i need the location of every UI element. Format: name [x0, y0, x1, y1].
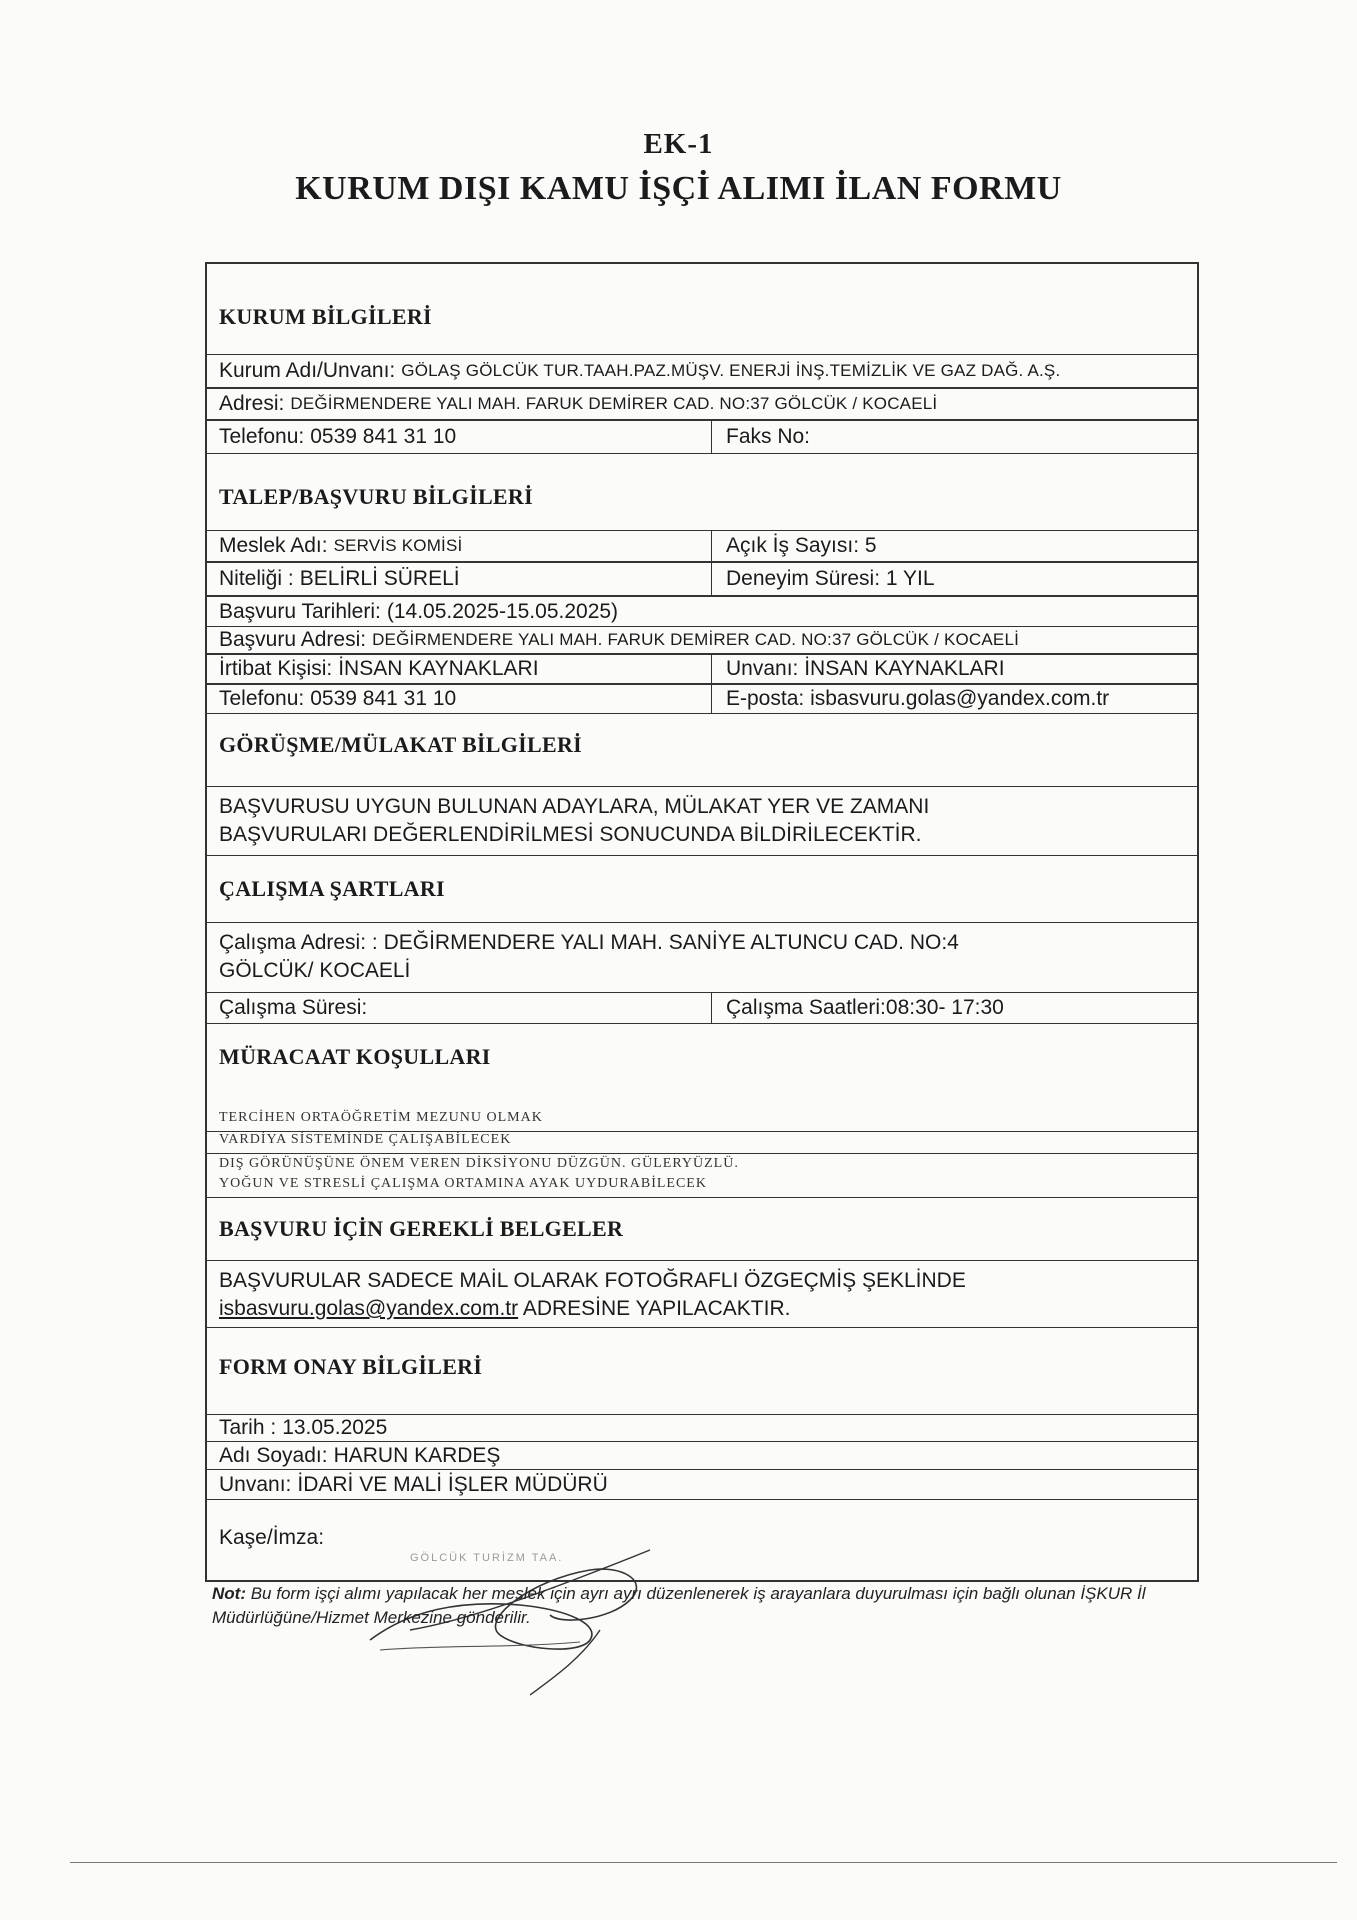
- experience-cell: [711, 563, 935, 595]
- belgeler-text: [207, 1260, 1197, 1328]
- open-jobs-value: 5: [864, 534, 877, 557]
- work-duration-label: Çalışma Süresi:: [219, 996, 368, 1019]
- page-title: KURUM DIŞI KAMU İŞÇİ ALIMI İLAN FORMU: [295, 170, 1062, 207]
- work-address-label: Çalışma Adresi: :: [219, 931, 378, 954]
- note-prefix: Not:: [212, 1584, 246, 1603]
- apply-address-row: [207, 626, 1197, 654]
- quality-value: BELİRLİ SÜRELİ: [299, 567, 460, 590]
- condition-item: DIŞ GÖRÜNÜŞÜNE ÖNEM VEREN DİKSİYONU DÜZGÜN. GÜLERYÜZLÜ.: [219, 1156, 739, 1171]
- kurum-address-row: [207, 388, 1197, 420]
- work-duration-row: [207, 992, 1197, 1024]
- work-address-line-2: GÖLCÜK/ KOCAELİ: [219, 959, 411, 982]
- experience-value: 1 YIL: [885, 567, 935, 590]
- doc-label: EK-1: [643, 128, 714, 160]
- open-jobs-cell: [711, 531, 877, 561]
- belgeler-email-link[interactable]: isbasvuru.golas@yandex.com.tr: [219, 1297, 519, 1320]
- kurum-name-row: [207, 354, 1197, 388]
- form-table: [205, 262, 1199, 1582]
- contact-title-label: Unvanı:: [726, 657, 799, 680]
- kurum-fax-label: Faks No:: [726, 425, 811, 448]
- condition-item: YOĞUN VE STRESLİ ÇALIŞMA ORTAMINA AYAK UYDURABİLECEK: [207, 1176, 1197, 1198]
- section-onay-title: FORM ONAY BİLGİLERİ: [219, 1354, 483, 1379]
- dates-value: (14.05.2025-15.05.2025): [386, 599, 619, 623]
- gorusme-line-1: BAŞVURUSU UYGUN BULUNAN ADAYLARA, MÜLAKAT YER VE ZAMANI: [219, 795, 930, 818]
- gorusme-text: [207, 786, 1197, 856]
- kurum-fax-cell: [711, 421, 810, 453]
- occupation-label: Meslek Adı:: [219, 534, 328, 557]
- occupation-value: SERVİS KOMİSİ: [333, 536, 463, 555]
- approval-title-row: [207, 1470, 1197, 1500]
- approval-title-label: Unvanı:: [219, 1472, 292, 1496]
- dates-row: [207, 596, 1197, 626]
- section-kurum-title: KURUM BİLGİLERİ: [219, 304, 432, 329]
- approval-date-value: 13.05.2025: [282, 1416, 388, 1439]
- email-label: E-posta:: [726, 687, 805, 710]
- kurum-address-value: DEĞİRMENDERE YALI MAH. FARUK DEMİRER CAD. NO:37 GÖLCÜK / KOCAELİ: [290, 394, 938, 413]
- approval-date-label: Tarih :: [219, 1416, 277, 1439]
- work-address-line-1: DEĞİRMENDERE YALI MAH. SANİYE ALTUNCU CAD. NO:4: [383, 931, 959, 954]
- email-value: isbasvuru.golas@yandex.com.tr: [810, 687, 1110, 710]
- footer-note: [212, 1582, 1212, 1630]
- work-address: [207, 922, 1197, 992]
- stamp-label: Kaşe/İmza:: [219, 1526, 325, 1549]
- apply-address-label: Başvuru Adresi:: [219, 628, 367, 651]
- dates-label: Başvuru Tarihleri:: [219, 599, 381, 623]
- kurum-phone-label: Telefonu:: [219, 425, 305, 448]
- approval-date-row: [207, 1414, 1197, 1442]
- work-hours-label: Çalışma Saatleri:: [726, 996, 886, 1019]
- stamp-text: GÖLCÜK TURİZM TAA.: [410, 1552, 564, 1564]
- approval-name-value: HARUN KARDEŞ: [333, 1443, 501, 1467]
- kurum-name-label: Kurum Adı/Unvanı:: [219, 359, 396, 382]
- quality-label: Niteliği :: [219, 567, 294, 590]
- approval-title-value: İDARİ VE MALİ İŞLER MÜDÜRÜ: [297, 1472, 608, 1496]
- belgeler-line-1: BAŞVURULAR SADECE MAİL OLARAK FOTOĞRAFLI ÖZGEÇMİŞ ŞEKLİNDE: [219, 1269, 966, 1292]
- gorusme-line-2: BAŞVURULARI DEĞERLENDİRİLMESİ SONUCUNDA BİLDİRİLECEKTİR.: [219, 823, 922, 846]
- talep-phone-value: 0539 841 31 10: [310, 687, 457, 710]
- condition-item: VARDİYA SİSTEMİNDE ÇALIŞABİLECEK: [207, 1132, 1197, 1154]
- contact-title-cell: [711, 655, 1005, 683]
- contact-title-value: İNSAN KAYNAKLARI: [804, 657, 1005, 680]
- work-hours-value: 08:30- 17:30: [885, 996, 1004, 1019]
- contact-row: [207, 654, 1197, 684]
- email-cell: [711, 685, 1109, 713]
- belgeler-line-2: ADRESİNE YAPILACAKTIR.: [522, 1297, 791, 1320]
- talep-phone-row: [207, 684, 1197, 714]
- note-text: Bu form işçi alımı yapılacak her meslek için ayrı ayrı düzenlenerek iş arayanlara duyurulması için bağlı olunan İŞKUR İl Müdürlüğüne/Hizmet Merkezine gönderilir.: [212, 1584, 1146, 1627]
- section-gorusme-title: GÖRÜŞME/MÜLAKAT BİLGİLERİ: [219, 732, 583, 757]
- approval-name-label: Adı Soyadı:: [219, 1443, 328, 1467]
- kurum-phone-value: 0539 841 31 10: [310, 425, 457, 448]
- contact-value: İNSAN KAYNAKLARI: [338, 657, 539, 680]
- quality-row: [207, 562, 1197, 596]
- section-muracaat-title: MÜRACAAT KOŞULLARI: [219, 1044, 491, 1069]
- approval-name-row: [207, 1442, 1197, 1470]
- kurum-phone-row: [207, 420, 1197, 454]
- kurum-name-value: GÖLAŞ GÖLCÜK TUR.TAAH.PAZ.MÜŞV. ENERJİ İNŞ.TEMİZLİK VE GAZ DAĞ. A.Ş.: [401, 361, 1061, 380]
- section-calisma-title: ÇALIŞMA ŞARTLARI: [219, 876, 445, 901]
- section-talep-title: TALEP/BAŞVURU BİLGİLERİ: [219, 484, 533, 509]
- talep-phone-label: Telefonu:: [219, 687, 305, 710]
- occupation-row: [207, 530, 1197, 562]
- condition-item: TERCİHEN ORTAÖĞRETİM MEZUNU OLMAK: [207, 1110, 1197, 1132]
- open-jobs-label: Açık İş Sayısı:: [726, 534, 860, 557]
- bottom-divider: [70, 1862, 1337, 1863]
- kurum-address-label: Adresi:: [219, 392, 285, 415]
- work-hours-cell: [711, 993, 1004, 1023]
- apply-address-value: DEĞİRMENDERE YALI MAH. FARUK DEMİRER CAD. NO:37 GÖLCÜK / KOCAELİ: [372, 630, 1020, 649]
- experience-label: Deneyim Süresi:: [726, 567, 881, 590]
- section-belgeler-title: BAŞVURU İÇİN GEREKLİ BELGELER: [219, 1216, 624, 1241]
- contact-label: İrtibat Kişisi:: [219, 657, 333, 680]
